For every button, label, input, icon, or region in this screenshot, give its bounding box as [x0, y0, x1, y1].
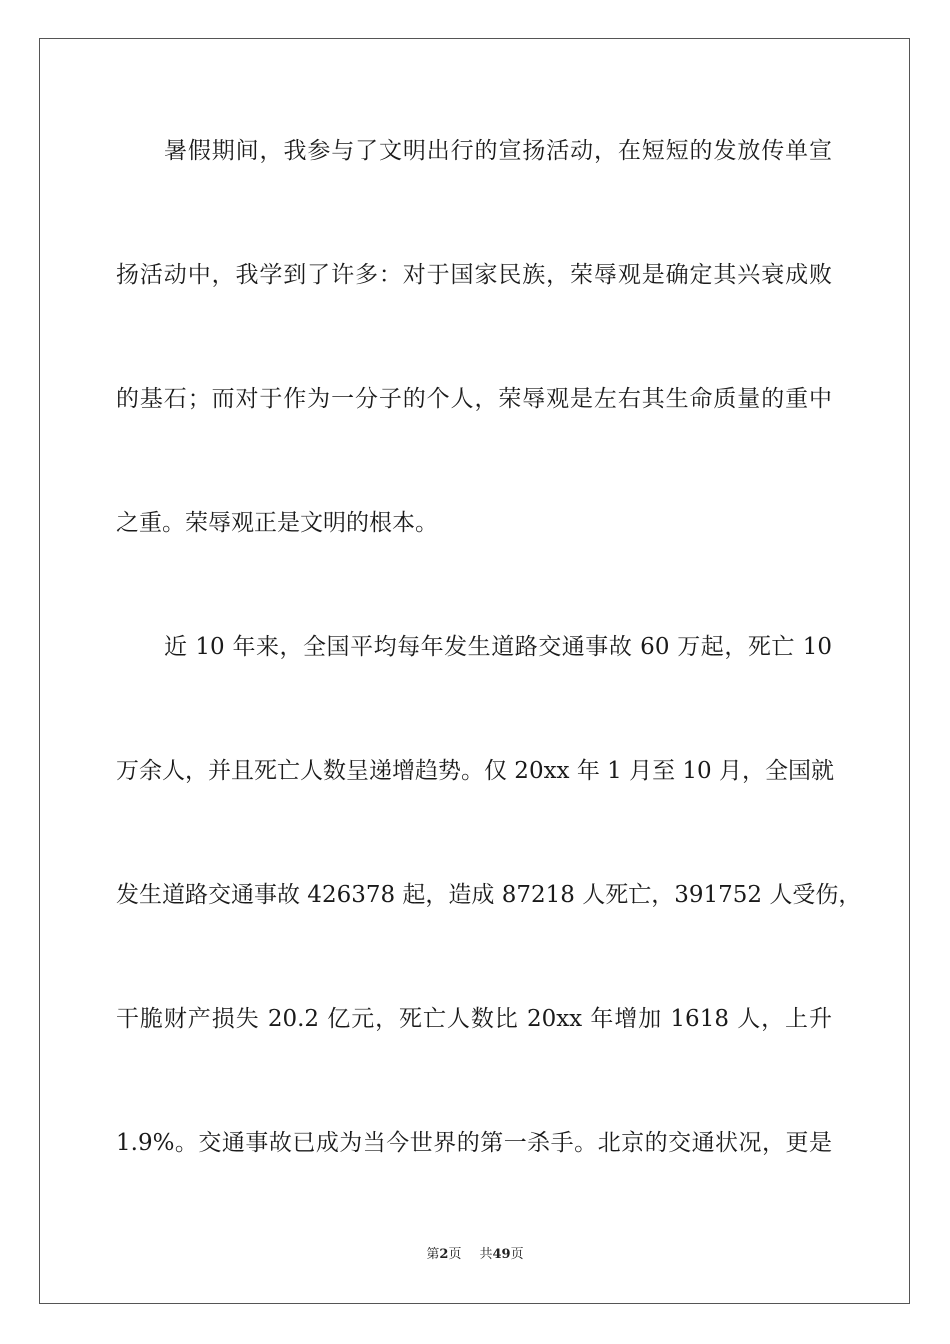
page-prefix: 第: [426, 1247, 440, 1262]
paragraph-2-line-3: 发生道路交通事故 426378 起，造成 87218 人死亡，391752 人受伤，: [116, 882, 862, 908]
paragraph-2-line-1: 近 10 年来，全国平均每年发生道路交通事故 60 万起，死亡 10: [164, 634, 832, 660]
total-prefix: 共: [479, 1247, 493, 1262]
paragraph-1-line-3: 的基石；而对于作为一分子的个人，荣辱观是左右其生命质量的重中: [116, 386, 832, 412]
page-footer: [0, 1246, 950, 1264]
page-frame: [39, 38, 910, 1304]
paragraph-1-line-4: 之重。荣辱观正是文明的根本。: [116, 510, 438, 536]
paragraph-1-line-1: 暑假期间，我参与了文明出行的宣扬活动，在短短的发放传单宣: [164, 138, 832, 164]
total-suffix: 页: [510, 1247, 524, 1262]
page-suffix: 页: [448, 1247, 462, 1262]
paragraph-2-line-4: 干脆财产损失 20.2 亿元，死亡人数比 20xx 年增加 1618 人，上升: [116, 1006, 832, 1032]
paragraph-2-line-2: 万余人，并且死亡人数呈递增趋势。仅 20xx 年 1 月至 10 月，全国就: [116, 758, 834, 784]
paragraph-2-line-5: 1.9%。交通事故已成为当今世界的第一杀手。北京的交通状况，更是: [116, 1130, 832, 1156]
page-number: 2: [439, 1247, 449, 1262]
total-pages: 49: [492, 1247, 511, 1262]
paragraph-1-line-2: 扬活动中，我学到了许多：对于国家民族，荣辱观是确定其兴衰成败: [116, 262, 832, 288]
